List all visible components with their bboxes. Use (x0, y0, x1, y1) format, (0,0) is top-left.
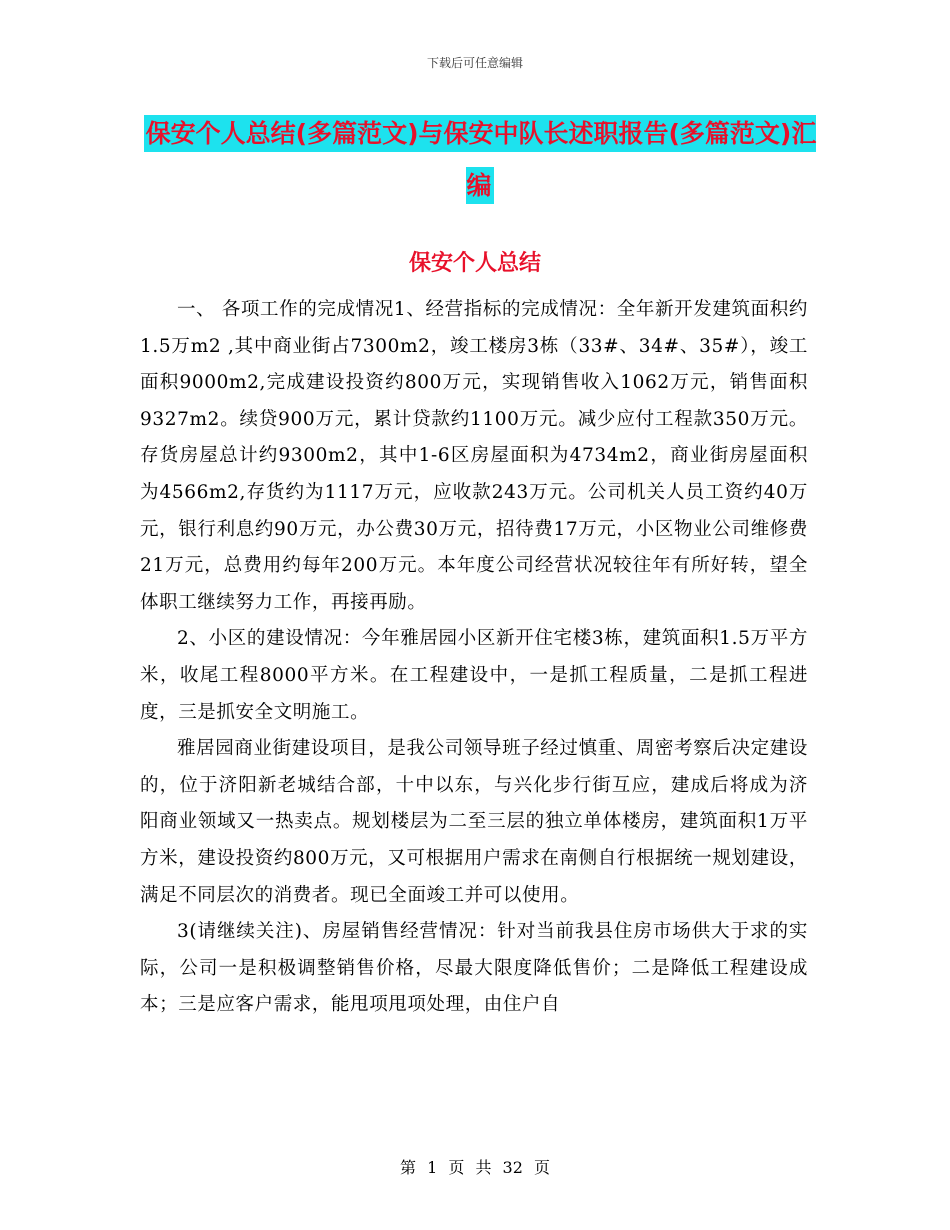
paragraph: 雅居园商业街建设项目，是我公司领导班子经过慎重、周密考察后决定建设的，位于济阳新老城结合部，十中以东，与兴化步行街互应，建成后将成为济阳商业领域又一热卖点。规划楼层为二至三层的独立单体楼房，建筑面积1万平方米，建设投资约800万元，又可根据用户需求在南侧自行根据统一规划建设，满足不同层次的消费者。现已全面竣工并可以使用。 (140, 738, 808, 906)
body-text (140, 292, 808, 1024)
paragraph: 一、 各项工作的完成情况1、经营指标的完成情况：全年新开发建筑面积约1.5万m2 ,其中商业街占7300m2，竣工楼房3栋（33#、34#、35#），竣工面积9000m2,完成建设投资约800万元，实现销售收入1062万元，销售面积9327m2。续贷900万元，累计贷款约1100万元。减少应付工程款350万元。存货房屋总计约9300m2，其中1-6区房屋面积为4734m2，商业街房屋面积为4566m2,存货约为1117万元，应收款243万元。公司机关人员工资约40万元，银行利息约90万元，办公费30万元，招待费17万元，小区物业公司维修费21万元，总费用约每年200万元。本年度公司经营状况较往年有所好转，望全体职工继续努力工作，再接再励。 (140, 299, 808, 613)
header-note: 下载后可任意编辑 (426, 56, 523, 70)
section-title: 保安个人总结 (408, 251, 541, 276)
page-footer: 第 1 页 共 32 页 (400, 1158, 550, 1177)
paragraph: 3(请继续关注)、房屋销售经营情况：针对当前我县住房市场供大于求的实际，公司一是积极调整销售价格，尽最大限度降低售价；二是降低工程建设成本；三是应客户需求，能甩项甩项处理，由住户自 (140, 921, 808, 1016)
document-title-text: 保安个人总结(多篇范文)与保安中队长述职报告(多篇范文)汇编 (144, 115, 817, 204)
paragraph: 2、小区的建设情况：今年雅居园小区新开住宅楼3栋，建筑面积1.5万平方米，收尾工程8000平方米。在工程建设中，一是抓工程质量，二是抓工程进度，三是抓安全文明施工。 (140, 628, 808, 723)
document-title (140, 108, 820, 212)
